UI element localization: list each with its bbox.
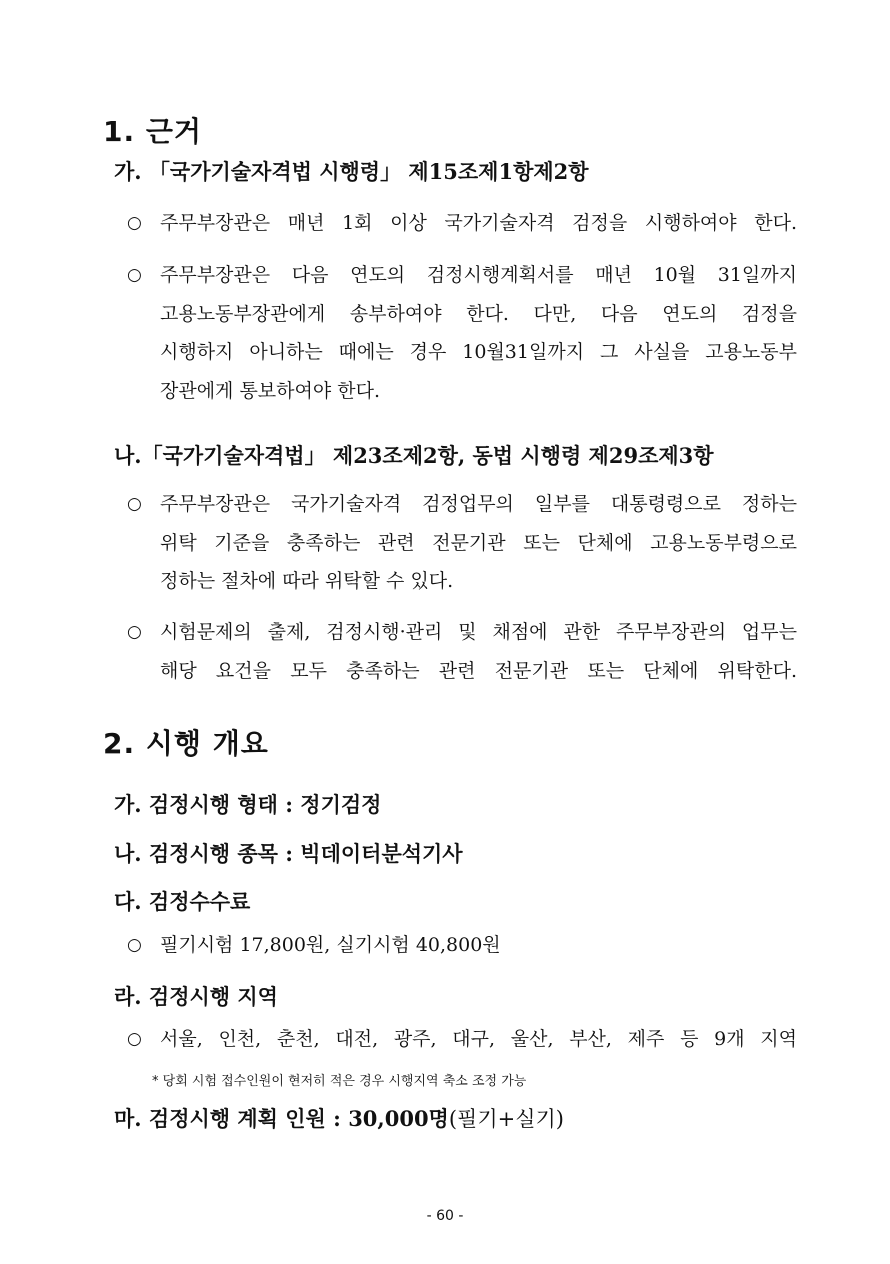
bullet-circle-icon: ○ <box>127 622 142 642</box>
bullet-line: 정하는 절차에 따라 위탁할 수 있다. <box>160 570 454 592</box>
bullet-line: 시행하지 아니하는 때에는 경우 10월31일까지 그 사실을 고용노동부 <box>160 341 797 363</box>
section-2-ma-heading <box>114 1103 564 1133</box>
page-number: - 60 - <box>426 1208 464 1224</box>
bullet-line: 주무부장관은 다음 연도의 검정시행계획서를 매년 10월 31일까지 <box>160 264 797 286</box>
section-1-title: 1. 근거 <box>103 115 202 148</box>
section-1-na-heading: 나.「국가기술자격법」 제23조제2항, 동법 시행령 제29조제3항 <box>114 443 714 468</box>
bullet-line: 해당 요건을 모두 충족하는 관련 전문기관 또는 단체에 위탁한다. <box>160 659 797 682</box>
section-2-ra-heading: 라. 검정시행 지역 <box>114 984 278 1009</box>
bullet-circle-icon: ○ <box>127 935 142 955</box>
planned-headcount: 마. 검정시행 계획 인원 : 30,000명 <box>114 1106 449 1131</box>
bullet-line: 서울, 인천, 춘천, 대전, 광주, 대구, 울산, 부산, 제주 등 9개 지역 <box>160 1028 797 1050</box>
bullet-line: 장관에게 통보하여야 한다. <box>160 379 381 402</box>
bullet-item <box>127 1020 797 1059</box>
bullet-item <box>127 256 797 410</box>
section-2-da-heading: 다. 검정수수료 <box>114 889 251 914</box>
bullet-line: 필기시험 17,800원, 실기시험 40,800원 <box>160 934 501 956</box>
section-1-ga-heading: 가. 「국가기술자격법 시행령」 제15조제1항제2항 <box>114 159 589 184</box>
planned-headcount-suffix: (필기+실기) <box>448 1107 564 1131</box>
bullet-circle-icon: ○ <box>127 213 142 233</box>
bullet-line: 주무부장관은 매년 1회 이상 국가기술자격 검정을 시행하여야 한다. <box>160 212 797 234</box>
bullet-line: 시험문제의 출제, 검정시행·관리 및 채점에 관한 주무부장관의 업무는 <box>160 621 797 643</box>
section-2-ga-heading: 가. 검정시행 형태 : 정기검정 <box>114 792 382 817</box>
bullet-line: 고용노동부장관에게 송부하여야 한다. 다만, 다음 연도의 검정을 <box>160 302 797 325</box>
bullet-item <box>127 485 797 601</box>
bullet-line: 위탁 기준을 충족하는 관련 전문기관 또는 단체에 고용노동부령으로 <box>160 531 797 554</box>
bullet-line: 주무부장관은 국가기술자격 검정업무의 일부를 대통령령으로 정하는 <box>160 493 797 515</box>
section-2-na-heading: 나. 검정시행 종목 : 빅데이터분석기사 <box>114 841 463 866</box>
bullet-item <box>127 204 797 243</box>
bullet-circle-icon: ○ <box>127 494 142 514</box>
bullet-item <box>127 926 797 965</box>
bullet-circle-icon: ○ <box>127 1029 142 1049</box>
bullet-circle-icon: ○ <box>127 265 142 285</box>
section-2-title: 2. 시행 개요 <box>103 727 269 760</box>
bullet-item <box>127 613 797 690</box>
footnote: * 당회 시험 접수인원이 현저히 적은 경우 시행지역 축소 조정 가능 <box>152 1074 527 1089</box>
